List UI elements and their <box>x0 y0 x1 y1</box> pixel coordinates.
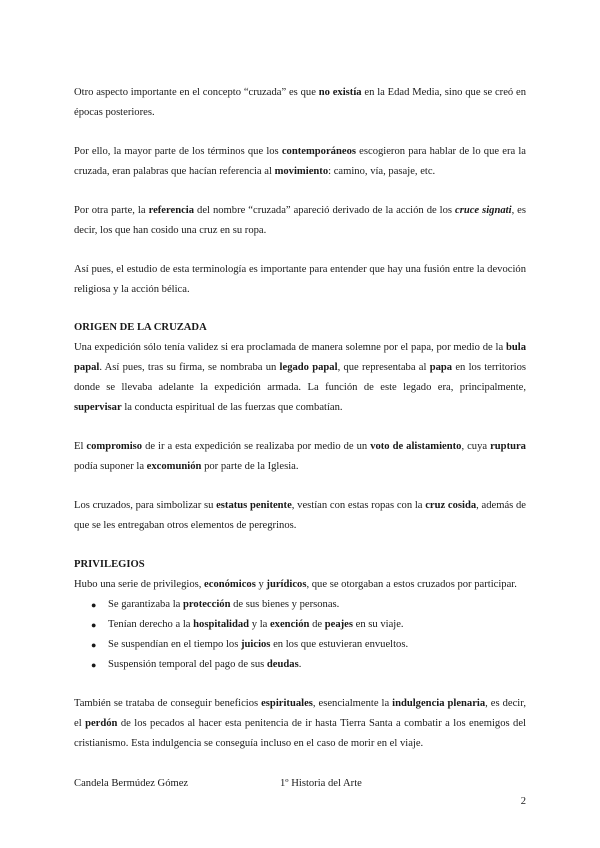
bullet-icon: ● <box>91 640 97 650</box>
emphasized-term: cruce signati <box>455 205 512 216</box>
emphasized-term: excomunión <box>146 461 202 472</box>
emphasized-term: juicios <box>241 639 271 650</box>
footer-author: Candela Bermúdez Gómez <box>74 778 189 789</box>
emphasized-term: papa <box>429 362 453 373</box>
emphasized-term: estatus penitente <box>216 500 292 511</box>
emphasized-term: ruptura <box>490 441 526 452</box>
paragraph-spacer <box>74 418 526 437</box>
emphasized-term: supervisar <box>74 402 122 413</box>
emphasized-term: indulgencia plenaria <box>392 698 486 709</box>
emphasized-term: exención <box>269 619 310 630</box>
emphasized-term: cruz cosida <box>425 500 477 511</box>
privileges-list <box>74 595 526 675</box>
emphasized-term: deudas <box>266 659 299 670</box>
paragraph-referencia: Por otra parte, la referencia del nombre “cruzada” apareció derivado de la acción de los cruce signati, es decir, los que han cosido una cruz en su ropa. <box>74 205 527 236</box>
list-item <box>74 615 526 635</box>
paragraph-cruzada-concept: Otro aspecto importante en el concepto “cruzada” es que no existía en la Edad Media, sino que se creó en épocas posteriores. <box>74 87 527 118</box>
bullet-icon: ● <box>91 600 97 610</box>
paragraph-contemporaneos: Por ello, la mayor parte de los términos que los contemporáneos escogieron para hablar de lo que era la cruzada, eran palabras que hacían referencia al movimiento: camino, vía, pasaje, etc. <box>74 146 526 177</box>
section-heading-origen: ORIGEN DE LA CRUZADA <box>74 322 207 333</box>
emphasized-term: bula papal <box>74 342 526 373</box>
emphasized-term: jurídicos <box>266 579 307 590</box>
list-item <box>74 635 526 655</box>
emphasized-term: peajes <box>324 619 353 630</box>
paragraph-compromiso: El compromiso de ir a esta expedición se realizaba por medio de un voto de alistamiento, cuya ruptura podía suponer la excomunión por parte de la Iglesia. <box>74 441 526 472</box>
paragraph-privilegios-intro: Hubo una serie de privilegios, económicos y jurídicos, que se otorgaban a estos cruzados por participar. <box>74 579 517 590</box>
section-heading-privilegios: PRIVILEGIOS <box>74 559 145 570</box>
emphasized-term: contemporáneos <box>281 146 356 157</box>
emphasized-term: espirituales <box>261 698 313 709</box>
list-item <box>74 595 526 615</box>
paragraph-estatus-penitente: Los cruzados, para simbolizar su estatus penitente, vestían con estas ropas con la cruz cosida, además de que se les entregaban otros elementos de peregrinos. <box>74 500 527 531</box>
emphasized-term: protección <box>183 599 231 610</box>
page-body <box>74 83 526 754</box>
list-item-text: Tenían derecho a la hospitalidad y la exención de peajes en su viaje. <box>108 619 404 630</box>
emphasized-term: económicos <box>204 579 256 590</box>
emphasized-term: hospitalidad <box>193 619 250 630</box>
emphasized-term: legado papal <box>279 362 338 373</box>
emphasized-term: referencia <box>148 205 195 216</box>
bullet-icon: ● <box>91 660 97 670</box>
emphasized-term: compromiso <box>86 441 143 452</box>
bullet-icon: ● <box>91 620 97 630</box>
list-item-text: Se garantizaba la protección de sus bienes y personas. <box>108 599 340 610</box>
paragraph-beneficios-espirituales: También se trataba de conseguir beneficios espirituales, esencialmente la indulgencia plenaria, es decir, el perdón de los pecados al hacer esta penitencia de ir hasta Tierra Santa a combatir a los enemigos del cristianismo. Esta indulgencia se conseguía incluso en el caso de morir en el viaje. <box>74 698 526 749</box>
emphasized-term: no existía <box>318 87 362 98</box>
list-item-text: Suspensión temporal del pago de sus deudas. <box>108 659 302 670</box>
emphasized-term: voto de alistamiento <box>370 441 462 452</box>
page-number: 2 <box>520 796 526 807</box>
list-item-text: Se suspendían en el tiempo los juicios en los que estuvieran envueltos. <box>108 639 409 650</box>
footer-course: 1º Historia del Arte <box>280 778 362 789</box>
paragraph-terminologia: Así pues, el estudio de esta terminología es importante para entender que hay una fusión entre la devoción religiosa y la acción bélica. <box>74 264 526 295</box>
emphasized-term: movimiento <box>274 166 329 177</box>
emphasized-term: perdón <box>85 718 118 729</box>
list-item <box>74 655 526 675</box>
paragraph-bula-papal: Una expedición sólo tenía validez si era proclamada de manera solemne por el papa, por medio de la bula papal. Así pues, tras su firma, se nombraba un legado papal, que representaba al papa en los territorios donde se llevaba adelante la expedición armada. La función de este legado era, principalmente, supervisar la conducta espiritual de las fuerzas que combatían. <box>74 342 526 413</box>
